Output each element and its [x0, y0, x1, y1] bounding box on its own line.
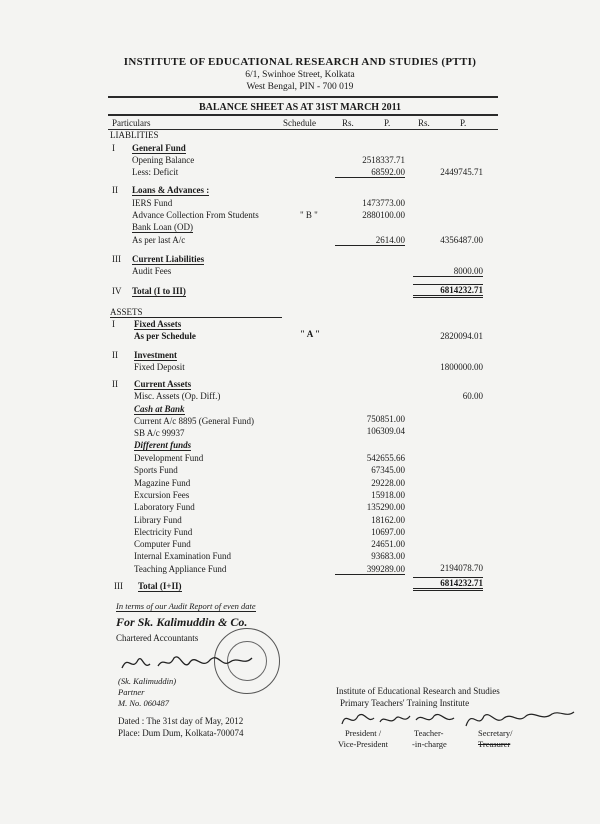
- membership-number: M. No. 060487: [118, 698, 169, 708]
- assets-total-label: Total (I+II): [138, 581, 182, 591]
- fund-value: 24651.00: [371, 539, 405, 550]
- fund-value: 18162.00: [371, 514, 405, 525]
- current-liabilities-heading: Current Liabilities: [132, 254, 205, 264]
- col-schedule: Schedule: [283, 118, 316, 128]
- deficit-value: 68592.00: [335, 167, 405, 178]
- signer-name: (Sk. Kalimuddin): [118, 676, 177, 686]
- fund-label: Magazine Fund: [134, 477, 191, 488]
- fixed-assets-heading: Fixed Assets: [134, 319, 182, 329]
- col-particulars: Particulars: [112, 118, 151, 128]
- misc-assets-label: Misc. Assets (Op. Diff.): [134, 391, 221, 401]
- fund-value: 10697.00: [371, 526, 405, 537]
- fund-value: 542655.66: [366, 453, 405, 463]
- section-number: II: [112, 350, 118, 360]
- in-charge-label: -in-charge: [412, 739, 447, 749]
- fund-label: Sports Fund: [134, 465, 178, 476]
- title-rule: [108, 114, 498, 116]
- current-account-value: 750851.00: [366, 414, 405, 424]
- current-assets-total: 2194078.70: [440, 563, 483, 573]
- fund-value: 93683.00: [371, 551, 405, 562]
- teacher-label: Teacher-: [414, 728, 444, 738]
- general-fund-total: 2449745.71: [440, 167, 483, 177]
- section-number: I: [112, 319, 115, 329]
- institute-name: INSTITUTE OF EDUCATIONAL RESEARCH AND STUDIES (PTTI): [123, 56, 477, 68]
- investment-heading: Investment: [134, 350, 177, 360]
- liabilities-total-label: Total (I to III): [132, 286, 186, 296]
- general-fund-heading: General Fund: [132, 143, 186, 153]
- section-number: I: [112, 143, 115, 153]
- as-per-schedule-label: As per Schedule: [134, 331, 196, 341]
- iers-fund-value: 1473773.00: [362, 198, 405, 208]
- deficit-label: Less: Deficit: [132, 167, 179, 177]
- audit-fees-value: 8000.00: [413, 266, 483, 277]
- col-p-2: P.: [460, 118, 467, 128]
- section-number: III: [114, 581, 123, 591]
- address-line-1: 6/1, Swinhoe Street, Kolkata: [245, 70, 355, 80]
- fund-value: 15918.00: [371, 489, 405, 500]
- col-header-rule: [108, 129, 498, 130]
- fund-label: Development Fund: [134, 453, 204, 463]
- assets-grand-total: 6814232.71: [413, 577, 483, 591]
- fund-value: 399289.00: [335, 564, 405, 575]
- fund-label: Excursion Fees: [134, 489, 190, 500]
- current-assets-heading: Current Assets: [134, 379, 192, 389]
- fund-label: Computer Fund: [134, 539, 191, 550]
- fund-label: Internal Examination Fund: [134, 551, 231, 562]
- section-number: II: [112, 379, 118, 389]
- cash-at-bank-heading: Cash at Bank: [134, 404, 185, 414]
- as-per-last-label: As per last A/c: [132, 235, 186, 245]
- sb-account-label: SB A/c 99937: [134, 428, 185, 438]
- institute-sign-line-2: Primary Teachers' Training Institute: [340, 698, 470, 708]
- fixed-assets-value: 2820094.01: [440, 331, 483, 341]
- assets-heading: ASSETS: [110, 307, 282, 318]
- col-rs-1: Rs.: [342, 118, 354, 128]
- fund-value: 135290.00: [366, 502, 405, 513]
- loans-advances-heading: Loans & Advances :: [132, 185, 210, 195]
- opening-balance-label: Opening Balance: [132, 155, 195, 165]
- misc-assets-value: 60.00: [462, 391, 483, 401]
- treasurer-label: Treasurer: [478, 739, 511, 749]
- sb-account-value: 106309.04: [366, 426, 405, 436]
- different-funds-heading: Different funds: [134, 440, 192, 450]
- fund-label: Laboratory Fund: [134, 502, 195, 513]
- section-number: IV: [112, 286, 122, 296]
- loans-advances-total: 4356487.00: [440, 235, 483, 245]
- current-account-label: Current A/c 8895 (General Fund): [134, 416, 254, 426]
- fixed-deposit-label: Fixed Deposit: [134, 362, 185, 372]
- col-rs-2: Rs.: [418, 118, 430, 128]
- section-number: III: [112, 254, 121, 264]
- secretary-label: Secretary/: [478, 728, 513, 738]
- bank-loan-label: Bank Loan (OD): [132, 222, 193, 232]
- fund-label: Teaching Appliance Fund: [134, 563, 227, 574]
- firm-subtitle: Chartered Accountants: [116, 633, 199, 643]
- fund-label: Electricity Fund: [134, 526, 193, 537]
- liabilities-heading: LIABLITIES: [110, 130, 159, 140]
- opening-balance-value: 2518337.71: [362, 155, 405, 165]
- dated-line: Dated : The 31st day of May, 2012: [118, 716, 244, 726]
- place-line: Place: Dum Dum, Kolkata-700074: [118, 728, 244, 738]
- fund-value: 29228.00: [371, 477, 405, 488]
- vice-president-label: Vice-President: [338, 739, 388, 749]
- schedule-a: " A ": [300, 329, 320, 339]
- institute-sign-line-1: Institute of Educational Research and Studies: [336, 686, 500, 696]
- section-number: II: [112, 185, 118, 195]
- fund-value: 67345.00: [371, 465, 405, 476]
- sheet-title: BALANCE SHEET AS AT 31ST MARCH 2011: [198, 102, 402, 113]
- iers-fund-label: IERS Fund: [132, 198, 173, 208]
- fund-label: Library Fund: [134, 514, 182, 525]
- advance-collection-label: Advance Collection From Students: [132, 210, 259, 220]
- fixed-deposit-value: 1800000.00: [440, 362, 483, 372]
- audit-note: In terms of our Audit Report of even date: [116, 601, 256, 611]
- schedule-b: " B ": [300, 210, 318, 220]
- auditor-signature: [118, 648, 268, 676]
- signer-role: Partner: [118, 687, 145, 697]
- address-line-2: West Bengal, PIN - 700 019: [246, 82, 354, 92]
- advance-collection-value: 2880100.00: [362, 210, 405, 220]
- col-p-1: P.: [384, 118, 391, 128]
- audit-fees-label: Audit Fees: [132, 266, 172, 276]
- header-rule: [108, 96, 498, 98]
- firm-name: For Sk. Kalimuddin & Co.: [116, 615, 248, 629]
- liabilities-grand-total: 6814232.71: [413, 284, 483, 298]
- president-label: President /: [345, 728, 382, 738]
- as-per-last-value: 2614.00: [335, 235, 405, 246]
